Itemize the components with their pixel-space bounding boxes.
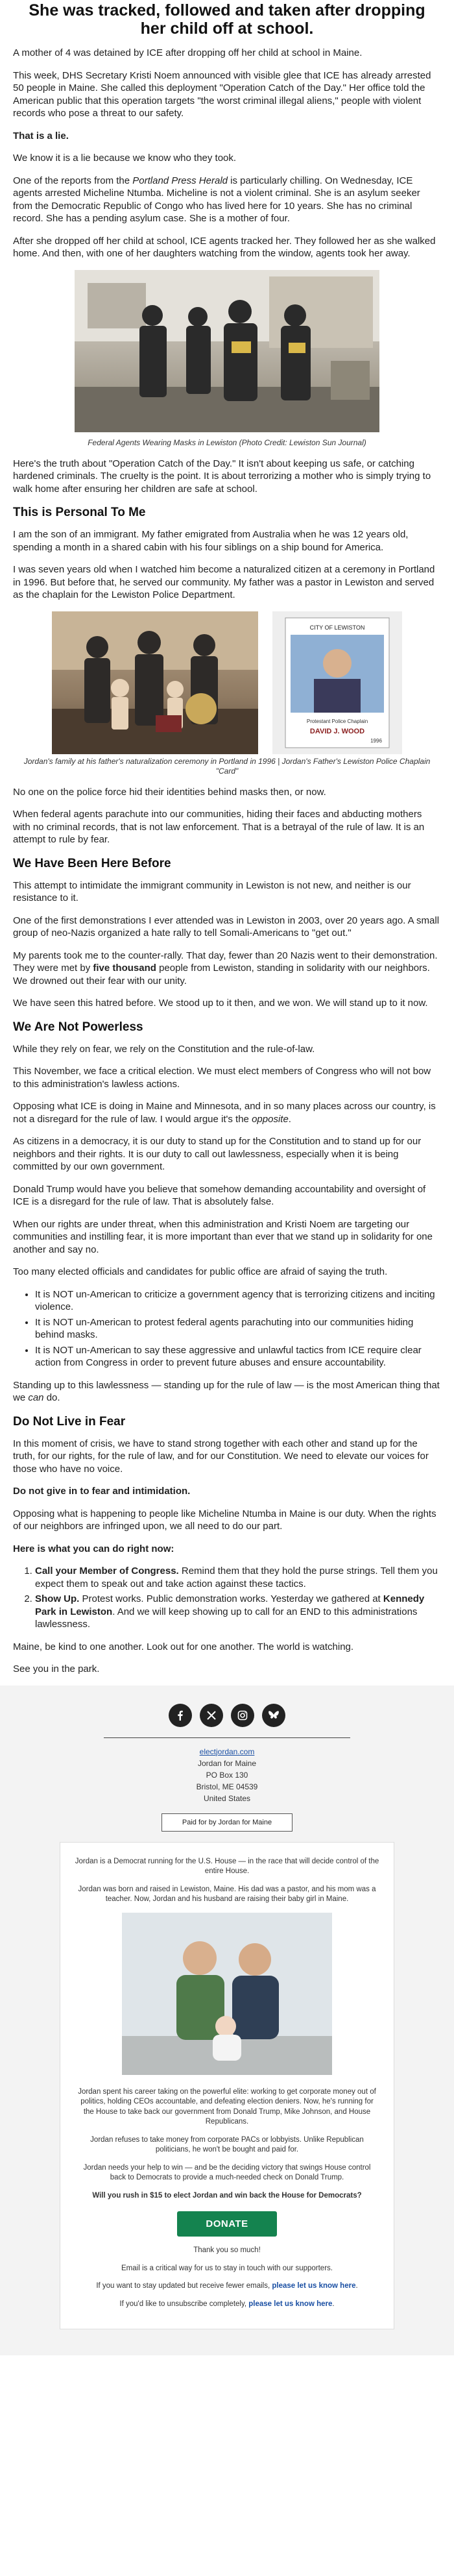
bullet-list <box>13 1288 441 1369</box>
org-name: Jordan for Maine <box>197 1758 257 1768</box>
section-paragraph: Here is what you can do right now: <box>13 1543 174 1554</box>
text-span: . <box>355 2282 358 2290</box>
text-span: . <box>288 1113 291 1125</box>
section-paragraph: Do not give in to fear and intimidation. <box>13 1486 191 1497</box>
intro-paragraph: Here's the truth about "Operation Catch of the Day." It isn't about keeping us safe, or catching hardened criminals. The cruelty is the point. It is about terrorizing a mother who is simply trying to walk home after ensuring her children are safe at school. <box>13 458 431 495</box>
social-links <box>0 1704 454 1727</box>
paid-for-disclaimer: Paid for by Jordan for Maine <box>161 1813 293 1832</box>
section-paragraph: I was seven years old when I watched him become a naturalized citizen at a ceremony in Portland in 1996. But before that, he served our community. My father was a pastor in Lewiston and served as the chaplain for the Lewiston Police Department. <box>13 564 435 600</box>
intro-paragraph: This week, DHS Secretary Kristi Noem announced with visible glee that ICE has already arrested 50 people in Maine. She called this deployment "Operation Catch of the Day." Her office told the American public that this operation targets "the worst criminal illegal aliens," people with violent records who pose a threat to our safety. <box>13 69 431 119</box>
family-photos-figure <box>13 611 441 776</box>
chaplain-card-photo <box>272 611 402 754</box>
section-paragraph: I am the son of an immigrant. My father emigrated from Australia when he was 12 years old, spending a month in a shared cabin with his four siblings on a ship bound for America. <box>13 529 409 553</box>
mailing-address <box>0 1746 454 1804</box>
instagram-icon[interactable] <box>231 1704 254 1727</box>
list-item: • It is NOT un-American to say these aggressive and unlawful tactics from ICE require clear action from Congress in order to prevent future abuses and ensure accountability. <box>35 1344 441 1369</box>
section-paragraph: Opposing what is happening to people like Micheline Ntumba in Maine is our duty. When the rights of our neighbors are infringed upon, we all need to do our part. <box>13 1508 436 1532</box>
candidate-family-photo <box>122 1913 332 2075</box>
bio-paragraph: Jordan was born and raised in Lewiston, Maine. His dad was a pastor, and his mom was a teacher. Now, Jordan and his husband are raising their baby girl in Maine. <box>78 1885 376 1903</box>
naturalization-family-photo <box>52 611 258 754</box>
text-span: One of the reports from the <box>13 175 133 186</box>
ice-agents-illustration <box>75 270 379 432</box>
emphasis-text: can <box>28 1392 44 1403</box>
section-paragraph: Too many elected officials and candidates for public office are afraid of saying the truth. <box>13 1266 388 1277</box>
text-span: people from Lewiston, standing in solidarity with our neighbors. We drowned out their fear with our unity. <box>13 963 430 987</box>
ice-photo-figure <box>13 270 441 448</box>
section-heading: We Have Been Here Before <box>13 856 171 870</box>
card-city-label: CITY OF LEWISTON <box>309 624 365 631</box>
candidate-bio-card <box>60 1842 394 2330</box>
text-span: do. <box>43 1392 60 1403</box>
unsubscribe-note <box>75 2300 379 2310</box>
section-paragraph: One of the first demonstrations I ever attended was in Lewiston in 2003, over 20 years ago. A small group of neo-Nazis organized a hate rally to tell Somali-Americans to "get out." <box>13 914 440 938</box>
page-title: She was tracked, followed and taken after dropping her child off at school. <box>29 1 425 38</box>
text-span: Opposing what ICE is doing in Maine and Minnesota, and in so many places across our country, is not a disregard for the rule of law. I would argue it's the <box>13 1101 436 1125</box>
step-title: Call your Member of Congress. <box>35 1565 179 1576</box>
section-paragraph: See you in the park. <box>13 1663 100 1674</box>
section-paragraph: When federal agents parachute into our communities, hiding their faces and abducting mothers with no criminal records, that is not law enforcement. That is a betrayal of the rule of law. It is an attempt to rule by fear. <box>13 809 425 845</box>
card-year-label: 1996 <box>370 737 382 744</box>
footer-divider <box>104 1737 350 1738</box>
intro-paragraph <box>13 175 441 225</box>
family-photos-row <box>13 611 441 754</box>
website-link[interactable]: electjordan.com <box>199 1747 255 1756</box>
section-paragraph: This November, we face a critical election. We must elect members of Congress who will not bow to this administration's lawless actions. <box>13 1066 431 1090</box>
footer-spacer <box>0 2329 454 2355</box>
emphasis-text: five thousand <box>93 963 156 974</box>
x-icon[interactable] <box>200 1704 223 1727</box>
email-footer <box>0 1686 454 2356</box>
section-paragraph <box>13 1100 441 1125</box>
fewer-emails-link[interactable]: please let us know here <box>272 2282 356 2290</box>
card-role-label: Protestant Police Chaplain <box>306 718 368 724</box>
text-span: If you want to stay updated but receive fewer emails, <box>96 2282 272 2290</box>
section-heading: This is Personal To Me <box>13 506 146 519</box>
family-illustration <box>52 611 258 754</box>
bio-paragraph: Jordan spent his career taking on the powerful elite: working to get corporate money out of politics, holding CEOs accountable, and defeating election deniers. Now, he's running for the House to take back our government from Donald Trump, Mike Johnson, and House Republicans. <box>78 2087 376 2126</box>
text-span: . <box>332 2300 335 2308</box>
text-span: If you'd like to unsubscribe completely, <box>119 2300 249 2308</box>
text-span: My parents took me to the counter-rally. That day, fewer than 20 Nazis went to their demonstration. They were met by <box>13 950 438 974</box>
section-heading: Do Not Live in Fear <box>13 1414 126 1429</box>
candidate-family-illustration <box>122 1913 332 2075</box>
list-item: • It is NOT un-American to criticize a government agency that is terrorizing citizens and inciting violence. <box>35 1288 441 1314</box>
section-paragraph: While they rely on fear, we rely on the Constitution and the rule-of-law. <box>13 1043 315 1055</box>
step-title: Show Up. <box>35 1593 80 1604</box>
intro-paragraph: After she dropped off her child at school, ICE agents tracked her. They followed her as she walked home. And then, with one of her daughters watching from the window, agents took her away. <box>13 235 436 259</box>
section-paragraph: Maine, be kind to one another. Look out for one another. The world is watching. <box>13 1641 354 1652</box>
list-item: • It is NOT un-American to protest federal agents parachuting into our communities hiding behind masks. <box>35 1316 441 1342</box>
donation-ask: Will you rush in $15 to elect Jordan and win back the House for Democrats? <box>92 2191 362 2200</box>
email-body <box>0 1 454 1676</box>
section-paragraph: We have seen this hatred before. We stood up to it then, and we won. We will stand up to it now. <box>13 998 428 1009</box>
po-box: PO Box 130 <box>206 1770 248 1780</box>
step-text: Protest works. Public demonstration works. Yesterday we gathered at <box>79 1593 383 1604</box>
fewer-emails-note <box>75 2281 379 2292</box>
facebook-icon[interactable] <box>169 1704 192 1727</box>
section-paragraph: This attempt to intimidate the immigrant community in Lewiston is not new, and neither is our resistance to it. <box>13 879 411 903</box>
publication-name: Portland Press Herald <box>132 175 228 186</box>
email-note: Email is a critical way for us to stay in touch with our supporters. <box>121 2264 333 2272</box>
section-paragraph: No one on the police force hid their identities behind masks then, or now. <box>13 786 326 798</box>
section-paragraph: Donald Trump would have you believe that somehow demanding accountability and oversight of ICE is a disregard for the rule of law. That is absolutely false. <box>13 1183 426 1207</box>
list-item <box>35 1565 441 1590</box>
location-name: Kennedy Park in Lewiston <box>35 1593 425 1617</box>
intro-paragraph: A mother of 4 was detained by ICE after dropping off her child at school in Maine. <box>13 47 363 58</box>
email-page <box>0 1 454 2355</box>
city-state-zip: Bristol, ME 04539 <box>196 1782 258 1791</box>
step-text: Remind them that they hold the purse strings. Tell them you expect them to speak out and take action against these tactics. <box>35 1565 438 1589</box>
section-paragraph: When our rights are under threat, when this administration and Kristi Noem are targeting our communities and instilling fear, it is more important than ever that we stand up in solidarity for one another and say no. <box>13 1218 433 1255</box>
country: United States <box>203 1793 251 1803</box>
section-paragraph: As citizens in a democracy, it is our duty to stand up for the Constitution and to stand up for our neighbors and their rights. It is our duty to call out lawlessness, especially when it is being committed by our own government. <box>13 1136 422 1172</box>
photo-caption: Federal Agents Wearing Masks in Lewiston (Photo Credit: Lewiston Sun Journal) <box>88 437 366 447</box>
bio-paragraph: Jordan is a Democrat running for the U.S. House — in the race that will decide control of the entire House. <box>75 1857 379 1875</box>
section-paragraph <box>13 950 441 988</box>
text-span: Standing up to this lawlessness — standing up for the rule of law — is the most American thing that we <box>13 1379 440 1403</box>
bio-paragraph: Jordan needs your help to win — and be the deciding victory that swings House control back to Democrats to provide a much-needed check on Donald Trump. <box>83 2163 371 2181</box>
section-paragraph: In this moment of crisis, we have to stand strong together with each other and stand up for the truth, for our rights, for the rule of law, and for our Constitution. We need to elevate our voices for those who have no voice. <box>13 1438 429 1475</box>
photo-caption: Jordan's family at his father's naturalization ceremony in Portland in 1996 | Jordan's Father's Lewiston Police Chaplain "Card" <box>23 756 431 776</box>
section-heading: We Are Not Powerless <box>13 1020 143 1034</box>
list-item <box>35 1593 441 1631</box>
intro-paragraph: That is a lie. <box>13 130 69 141</box>
donate-button[interactable]: DONATE <box>177 2211 276 2237</box>
text-span: is particularly chilling. On Wednesday, ICE agents arrested Micheline Ntumba. Micheline is not a violent criminal. She is an asylum seeker from the Democratic Republic of Congo who has lived here for 10 years. She has no criminal record. She has a pending asylum case. She is a mother of four. <box>13 175 420 224</box>
emphasis-text: opposite <box>252 1113 289 1125</box>
card-name-label: DAVID J. WOOD <box>309 727 365 735</box>
section-paragraph <box>13 1379 441 1405</box>
step-text: . And we will keep showing up to call for an END to this administrations lawlessness. <box>35 1606 418 1630</box>
intro-paragraph: We know it is a lie because we know who they took. <box>13 153 237 164</box>
bluesky-icon[interactable] <box>262 1704 285 1727</box>
bio-paragraph: Jordan refuses to take money from corporate PACs or lobbyists. Unlike Republican politicians, he won't be bought and paid for. <box>90 2135 364 2153</box>
action-list <box>13 1565 441 1631</box>
ice-agents-photo <box>75 270 379 432</box>
unsubscribe-link[interactable]: please let us know here <box>248 2300 333 2308</box>
thank-you-text: Thank you so much! <box>193 2246 261 2254</box>
chaplain-card-illustration <box>272 611 402 754</box>
